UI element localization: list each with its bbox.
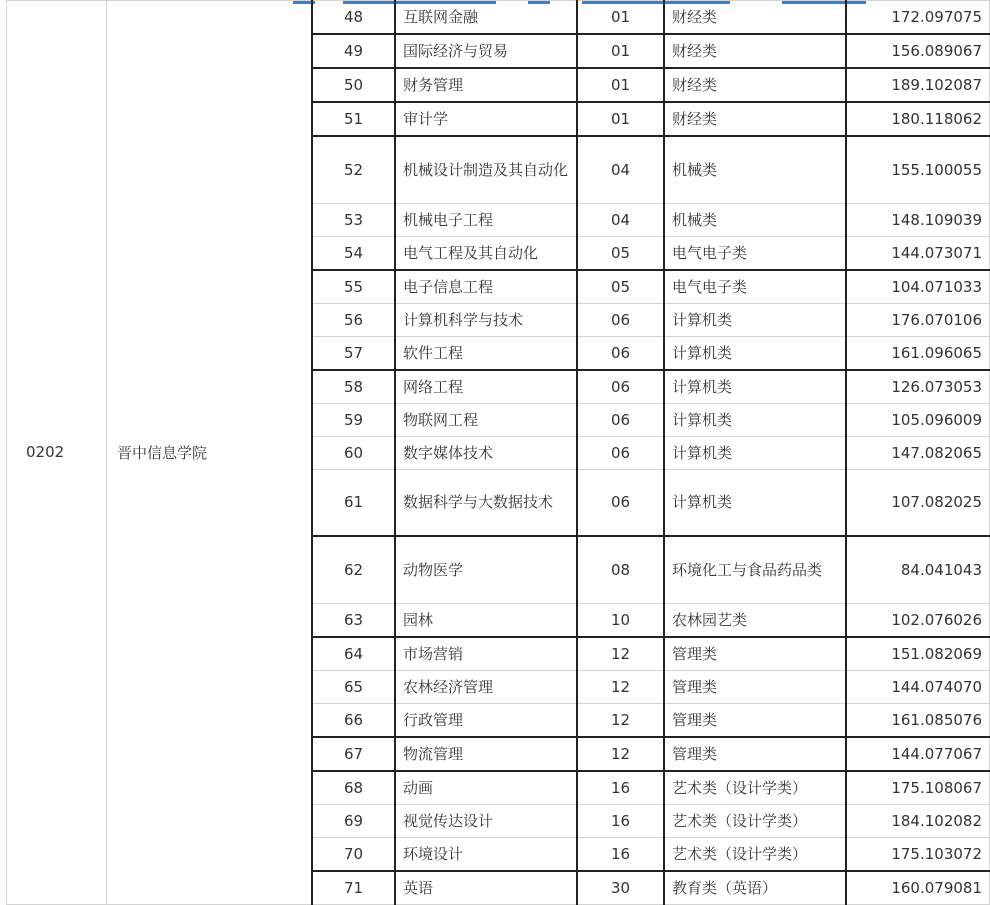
major-name-cell: 软件工程 xyxy=(395,336,577,370)
school-code-cell: 0202 xyxy=(7,1,107,905)
group-code-cell: 10 xyxy=(577,603,664,637)
group-code-cell: 04 xyxy=(577,203,664,236)
score-cell: 84.041043 xyxy=(846,536,990,603)
group-code-cell: 12 xyxy=(577,637,664,671)
category-cell: 管理类 xyxy=(664,670,846,703)
row-number-cell: 52 xyxy=(312,136,395,203)
row-number-cell: 54 xyxy=(312,236,395,270)
major-name-cell: 数字媒体技术 xyxy=(395,436,577,469)
row-number-cell: 71 xyxy=(312,871,395,905)
row-number-cell: 70 xyxy=(312,837,395,871)
major-name-cell: 环境设计 xyxy=(395,837,577,871)
major-name-cell: 财务管理 xyxy=(395,68,577,102)
group-code-cell: 01 xyxy=(577,102,664,136)
group-code-cell: 01 xyxy=(577,68,664,102)
category-cell: 管理类 xyxy=(664,737,846,771)
score-cell: 144.077067 xyxy=(846,737,990,771)
major-name-cell: 审计学 xyxy=(395,102,577,136)
major-name-cell: 市场营销 xyxy=(395,637,577,671)
score-cell: 102.076026 xyxy=(846,603,990,637)
category-cell: 管理类 xyxy=(664,703,846,737)
table-body xyxy=(7,1,990,905)
group-code-cell: 12 xyxy=(577,670,664,703)
major-name-cell: 机械电子工程 xyxy=(395,203,577,236)
score-cell: 144.074070 xyxy=(846,670,990,703)
group-code-cell: 06 xyxy=(577,336,664,370)
row-number-cell: 50 xyxy=(312,68,395,102)
score-cell: 175.108067 xyxy=(846,771,990,805)
category-cell: 电气电子类 xyxy=(664,270,846,304)
major-name-cell: 机械设计制造及其自动化 xyxy=(395,136,577,203)
major-name-cell: 数据科学与大数据技术 xyxy=(395,469,577,536)
category-cell: 环境化工与食品药品类 xyxy=(664,536,846,603)
school-name-cell: 晋中信息学院 xyxy=(107,1,313,905)
major-name-cell: 物流管理 xyxy=(395,737,577,771)
category-cell: 教育类（英语） xyxy=(664,871,846,905)
group-code-cell: 01 xyxy=(577,34,664,68)
group-code-cell: 06 xyxy=(577,370,664,404)
group-code-cell: 06 xyxy=(577,469,664,536)
score-cell: 172.097075 xyxy=(846,1,990,35)
score-cell: 184.102082 xyxy=(846,804,990,837)
row-number-cell: 60 xyxy=(312,436,395,469)
row-number-cell: 65 xyxy=(312,670,395,703)
row-number-cell: 61 xyxy=(312,469,395,536)
category-cell: 财经类 xyxy=(664,68,846,102)
category-cell: 机械类 xyxy=(664,136,846,203)
category-cell: 计算机类 xyxy=(664,469,846,536)
score-cell: 189.102087 xyxy=(846,68,990,102)
major-name-cell: 动画 xyxy=(395,771,577,805)
score-cell: 144.073071 xyxy=(846,236,990,270)
score-cell: 175.103072 xyxy=(846,837,990,871)
group-code-cell: 12 xyxy=(577,703,664,737)
score-cell: 180.118062 xyxy=(846,102,990,136)
row-number-cell: 69 xyxy=(312,804,395,837)
score-cell: 161.096065 xyxy=(846,336,990,370)
group-code-cell: 16 xyxy=(577,804,664,837)
score-cell: 148.109039 xyxy=(846,203,990,236)
category-cell: 计算机类 xyxy=(664,436,846,469)
category-cell: 机械类 xyxy=(664,203,846,236)
row-number-cell: 58 xyxy=(312,370,395,404)
score-cell: 161.085076 xyxy=(846,703,990,737)
category-cell: 计算机类 xyxy=(664,303,846,336)
major-name-cell: 英语 xyxy=(395,871,577,905)
category-cell: 电气电子类 xyxy=(664,236,846,270)
group-code-cell: 16 xyxy=(577,771,664,805)
major-name-cell: 行政管理 xyxy=(395,703,577,737)
score-cell: 176.070106 xyxy=(846,303,990,336)
score-cell: 104.071033 xyxy=(846,270,990,304)
major-name-cell: 网络工程 xyxy=(395,370,577,404)
category-cell: 计算机类 xyxy=(664,403,846,436)
score-cell: 107.082025 xyxy=(846,469,990,536)
major-name-cell: 物联网工程 xyxy=(395,403,577,436)
row-number-cell: 53 xyxy=(312,203,395,236)
group-code-cell: 30 xyxy=(577,871,664,905)
group-code-cell: 16 xyxy=(577,837,664,871)
score-cell: 155.100055 xyxy=(846,136,990,203)
major-name-cell: 动物医学 xyxy=(395,536,577,603)
row-number-cell: 56 xyxy=(312,303,395,336)
row-number-cell: 51 xyxy=(312,102,395,136)
admission-table-container xyxy=(6,0,982,905)
group-code-cell: 05 xyxy=(577,236,664,270)
category-cell: 艺术类（设计学类） xyxy=(664,771,846,805)
row-number-cell: 48 xyxy=(312,1,395,35)
group-code-cell: 08 xyxy=(577,536,664,603)
group-code-cell: 05 xyxy=(577,270,664,304)
row-number-cell: 63 xyxy=(312,603,395,637)
row-number-cell: 59 xyxy=(312,403,395,436)
score-cell: 156.089067 xyxy=(846,34,990,68)
row-number-cell: 62 xyxy=(312,536,395,603)
row-number-cell: 66 xyxy=(312,703,395,737)
row-number-cell: 49 xyxy=(312,34,395,68)
category-cell: 计算机类 xyxy=(664,336,846,370)
major-name-cell: 国际经济与贸易 xyxy=(395,34,577,68)
major-name-cell: 电气工程及其自动化 xyxy=(395,236,577,270)
row-number-cell: 57 xyxy=(312,336,395,370)
group-code-cell: 06 xyxy=(577,436,664,469)
score-cell: 147.082065 xyxy=(846,436,990,469)
score-cell: 151.082069 xyxy=(846,637,990,671)
group-code-cell: 12 xyxy=(577,737,664,771)
category-cell: 管理类 xyxy=(664,637,846,671)
score-cell: 105.096009 xyxy=(846,403,990,436)
category-cell: 财经类 xyxy=(664,102,846,136)
row-number-cell: 55 xyxy=(312,270,395,304)
major-name-cell: 农林经济管理 xyxy=(395,670,577,703)
category-cell: 农林园艺类 xyxy=(664,603,846,637)
row-number-cell: 64 xyxy=(312,637,395,671)
category-cell: 计算机类 xyxy=(664,370,846,404)
row-number-cell: 68 xyxy=(312,771,395,805)
major-name-cell: 互联网金融 xyxy=(395,1,577,35)
score-cell: 160.079081 xyxy=(846,871,990,905)
score-cell: 126.073053 xyxy=(846,370,990,404)
major-name-cell: 园林 xyxy=(395,603,577,637)
group-code-cell: 06 xyxy=(577,403,664,436)
major-name-cell: 计算机科学与技术 xyxy=(395,303,577,336)
category-cell: 财经类 xyxy=(664,1,846,35)
admission-score-table xyxy=(6,0,990,905)
category-cell: 财经类 xyxy=(664,34,846,68)
major-name-cell: 视觉传达设计 xyxy=(395,804,577,837)
major-name-cell: 电子信息工程 xyxy=(395,270,577,304)
group-code-cell: 01 xyxy=(577,1,664,35)
group-code-cell: 06 xyxy=(577,303,664,336)
table-row xyxy=(7,1,990,35)
row-number-cell: 67 xyxy=(312,737,395,771)
category-cell: 艺术类（设计学类） xyxy=(664,837,846,871)
group-code-cell: 04 xyxy=(577,136,664,203)
category-cell: 艺术类（设计学类） xyxy=(664,804,846,837)
